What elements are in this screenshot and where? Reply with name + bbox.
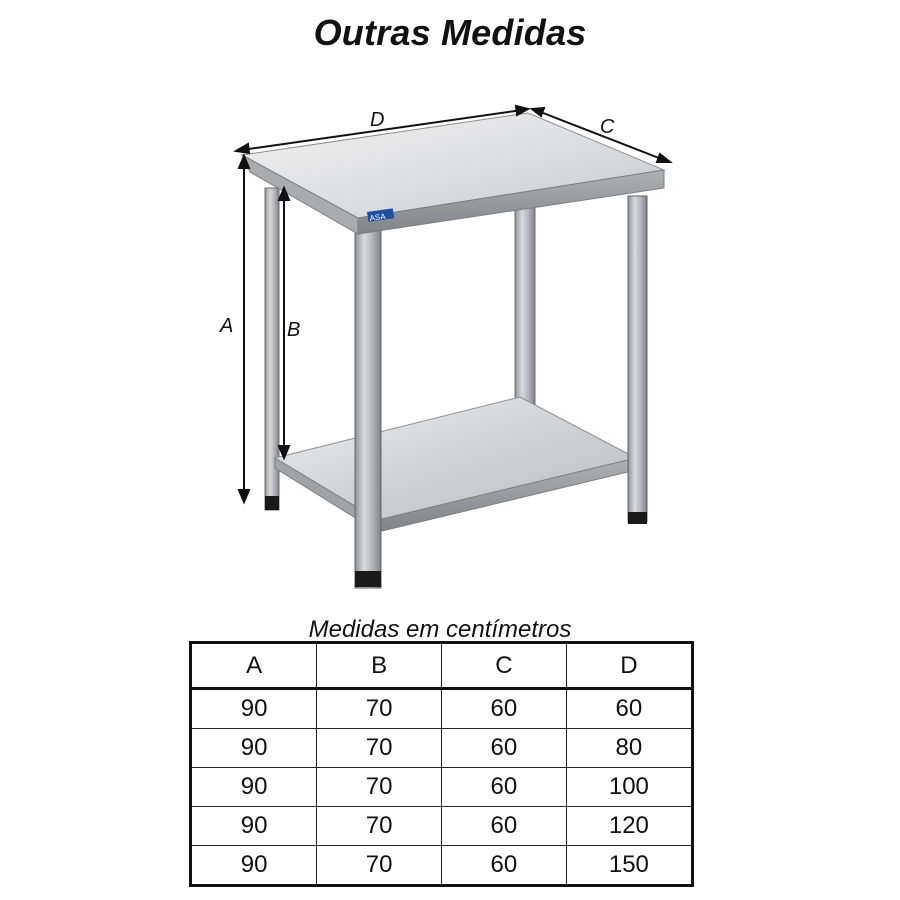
front-left-leg [355,226,381,588]
table-cell: 60 [442,846,567,885]
table-cell: 70 [317,729,442,768]
table-cell: 70 [317,768,442,807]
lower-shelf [275,397,636,532]
table-cell: 90 [192,729,317,768]
table-cell: 60 [442,768,567,807]
table-cell: 100 [566,768,691,807]
table-cell: 60 [442,729,567,768]
table-row [192,846,691,885]
table-row [192,768,691,807]
table-cell: 90 [192,689,317,729]
column-header: B [317,644,442,689]
table-cell: 70 [317,807,442,846]
column-header: C [442,644,567,689]
table-cell: 60 [442,689,567,729]
measurements-table [189,641,694,887]
table-header-row [192,644,691,689]
table-caption: Medidas em centímetros [308,616,572,643]
table-cell: 60 [442,807,567,846]
brand-badge-text: ASA [369,211,387,223]
table-row [192,689,691,729]
front-right-leg [628,196,647,524]
table-cell: 90 [192,807,317,846]
table-row [192,729,691,768]
dimension-label-b: B [287,319,301,341]
table-cell: 90 [192,846,317,885]
table-cell: 70 [317,689,442,729]
column-header: A [192,644,317,689]
table-cell: 80 [566,729,691,768]
table-cell: 120 [566,807,691,846]
dimension-label-a: A [220,315,234,337]
table-row [192,807,691,846]
table-cell: 90 [192,768,317,807]
page-title: Outras Medidas [313,12,587,53]
table-cell: 70 [317,846,442,885]
dimension-label-c: C [600,116,615,138]
column-header: D [566,644,691,689]
table-cell: 150 [566,846,691,885]
table-cell: 60 [566,689,691,729]
dimension-label-d: D [370,109,385,131]
